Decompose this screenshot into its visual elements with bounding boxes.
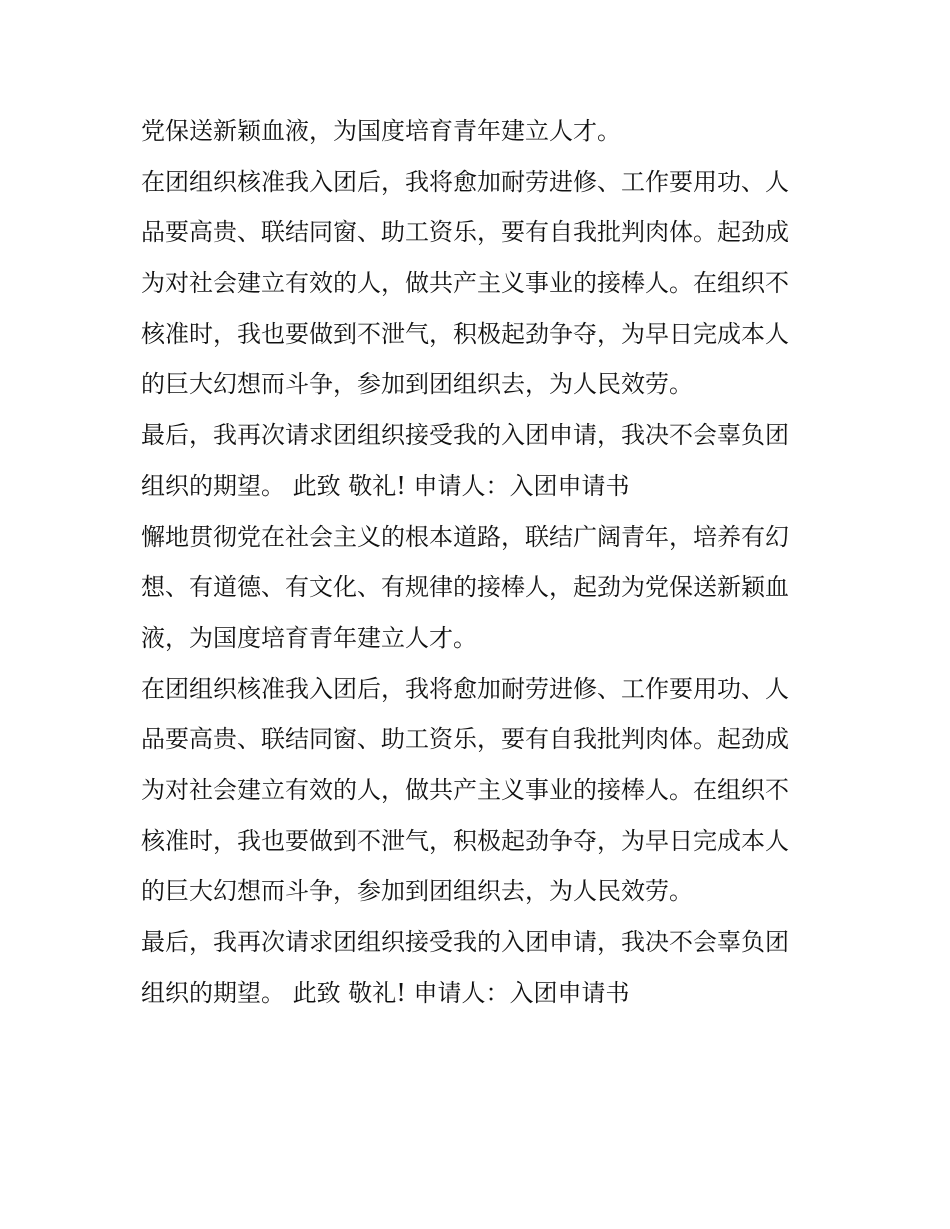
text-line: 的巨大幻想而斗争，参加到团组织去，为人民效劳。 — [141, 877, 693, 906]
text-line: 为对社会建立有效的人，做共产主义事业的接棒人。在组织不 — [141, 775, 789, 804]
text-line: 核准时，我也要做到不泄气，积极起劲争夺，为早日完成本人 — [141, 319, 789, 348]
text-line: 的巨大幻想而斗争，参加到团组织去，为人民效劳。 — [141, 370, 693, 399]
text-line: 最后，我再次请求团组织接受我的入团申请，我决不会辜负团 — [141, 421, 789, 450]
text-line: 最后，我再次请求团组织接受我的入团申请，我决不会辜负团 — [141, 928, 789, 956]
text-line: 党保送新颖血液，为国度培育青年建立人才。 — [141, 117, 621, 145]
text-line: 在团组织核准我入团后，我将愈加耐劳进修、工作要用功、人 — [141, 167, 789, 196]
text-line: 想、有道德、有文化、有规律的接棒人，起劲为党保送新颖血 — [141, 573, 789, 602]
text-line: 组织的期望。 此致 敬礼! 申请人：入团申请书 — [141, 978, 630, 1007]
document-body — [141, 106, 821, 1018]
text-line: 在团组织核准我入团后，我将愈加耐劳进修、工作要用功、人 — [141, 674, 789, 703]
text-line: 懈地贯彻党在社会主义的根本道路，联结广阔青年，培养有幻 — [141, 522, 789, 551]
text-line: 核准时，我也要做到不泄气，积极起劲争夺，为早日完成本人 — [141, 826, 789, 855]
text-line: 为对社会建立有效的人，做共产主义事业的接棒人。在组织不 — [141, 269, 789, 298]
text-line: 液，为国度培育青年建立人才。 — [141, 623, 477, 652]
text-line: 品要高贵、联结同窗、助工资乐，要有自我批判肉体。起劲成 — [141, 725, 789, 754]
text-line: 品要高贵、联结同窗、助工资乐，要有自我批判肉体。起劲成 — [141, 218, 789, 247]
text-line: 组织的期望。 此致 敬礼! 申请人：入团申请书 — [141, 471, 630, 500]
